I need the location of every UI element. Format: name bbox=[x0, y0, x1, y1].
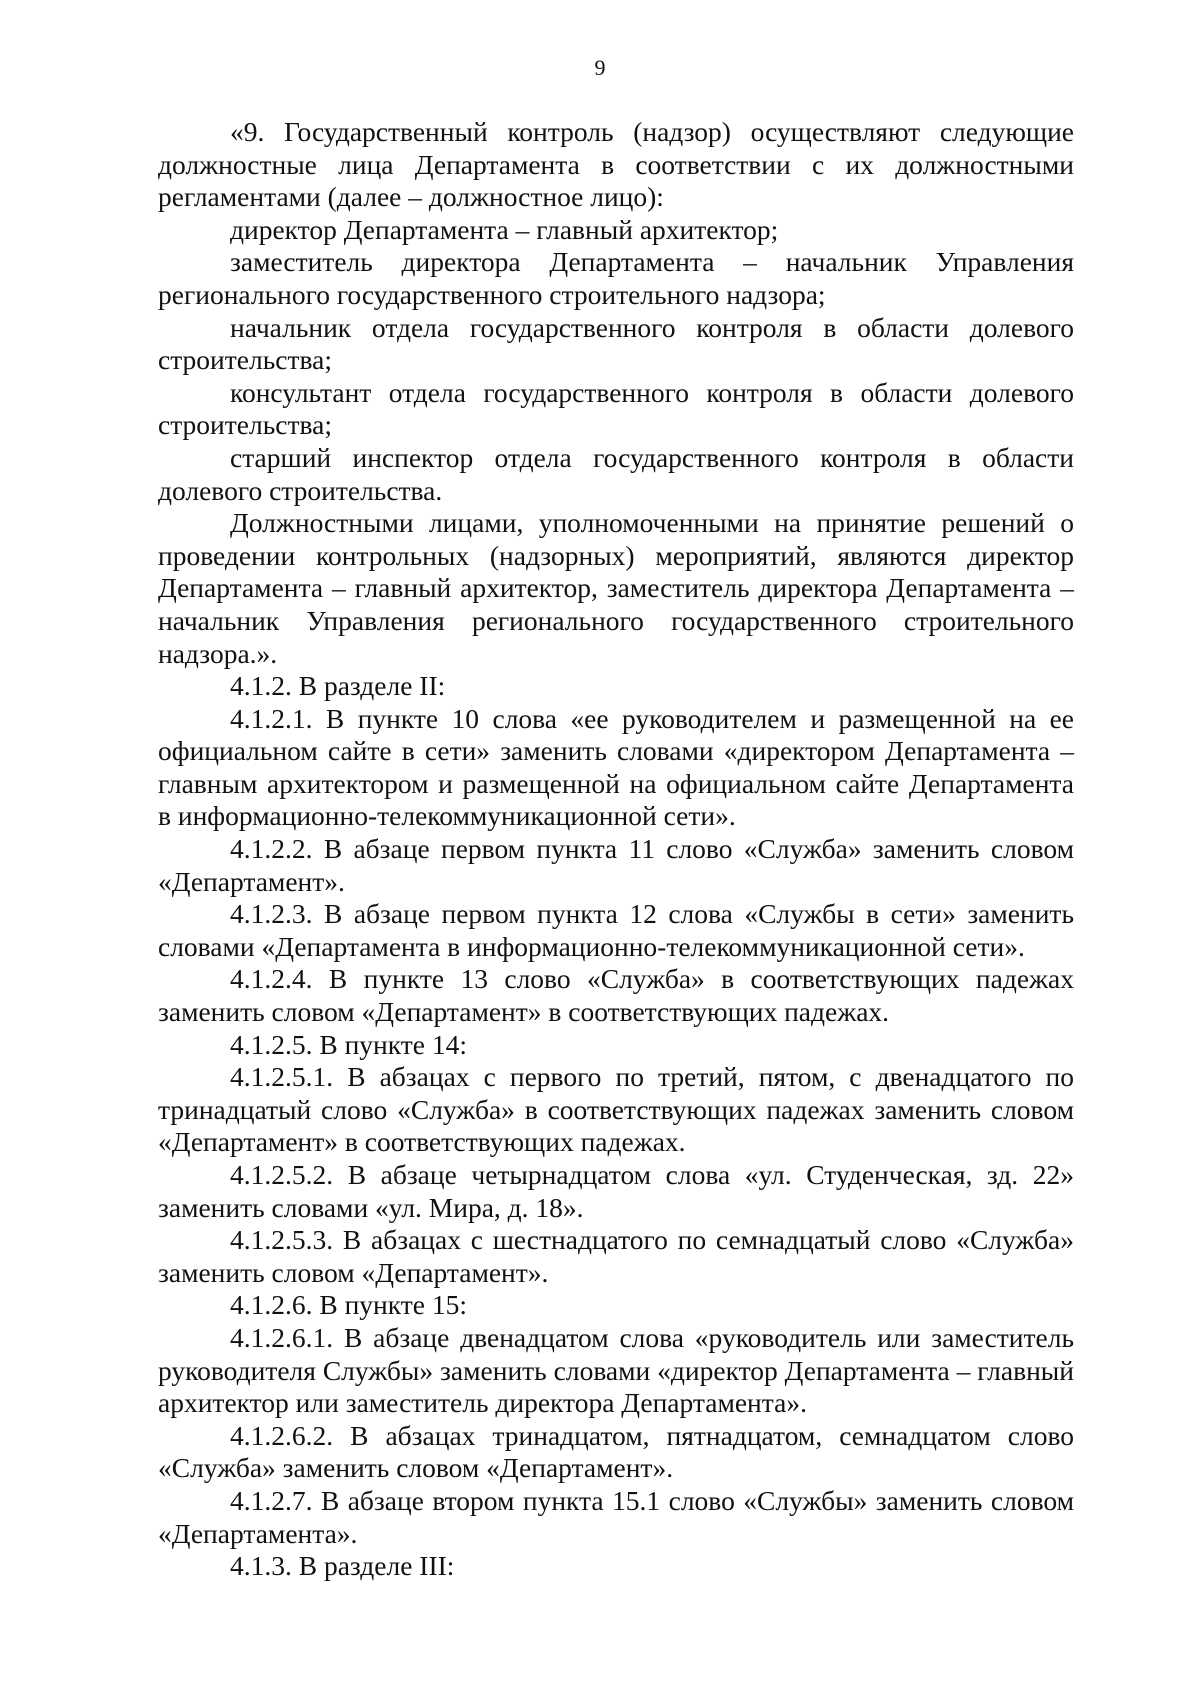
paragraph: 4.1.2.3. В абзаце первом пункта 12 слова «Службы в сети» заменить словами «Департамента в информационно-телекоммуникационной сети». bbox=[158, 898, 1074, 962]
section-heading: 4.1.2. В разделе II: bbox=[230, 670, 446, 702]
paragraph: 4.1.2.5.2. В абзаце четырнадцатом слова «ул. Студенческая, зд. 22» заменить словами «ул. Мира, д. 18». bbox=[158, 1159, 1074, 1223]
paragraph: Должностными лицами, уполномоченными на принятие решений о проведении контрольных (надзорных) мероприятий, являются директор Департамента – главный архитектор, заместитель директора Департамента – начальник Управления регионального государственного строительного надзора.». bbox=[158, 507, 1074, 669]
section-heading: 4.1.2.5. В пункте 14: bbox=[230, 1028, 468, 1060]
paragraph: консультант отдела государственного контроля в области долевого строительства; bbox=[158, 376, 1074, 441]
paragraph: начальник отдела государственного контроля в области долевого строительства; bbox=[158, 311, 1074, 376]
paragraph: директор Департамента – главный архитектор; bbox=[230, 213, 779, 245]
paragraph: 4.1.2.6.1. В абзаце двенадцатом слова «руководитель или заместитель руководителя Службы» заменить словами «директор Департамента – главный архитектор или заместитель директора Департамента». bbox=[158, 1321, 1074, 1419]
paragraph: заместитель директора Департамента – начальник Управления регионального государственного строительного надзора; bbox=[158, 246, 1074, 310]
paragraph: 4.1.2.5.3. В абзацах с шестнадцатого по семнадцатый слово «Служба» заменить словом «Департамент». bbox=[158, 1224, 1074, 1288]
paragraph: 4.1.2.6.2. В абзацах тринадцатом, пятнадцатом, семнадцатом слово «Служба» заменить словом «Департамент». bbox=[158, 1419, 1074, 1484]
page-number: 9 bbox=[594, 55, 606, 80]
paragraph: «9. Государственный контроль (надзор) осуществляют следующие должностные лица Департамента в соответствии с их должностными регламентами (далее – должностное лицо): bbox=[158, 116, 1074, 213]
paragraph: 4.1.2.4. В пункте 13 слово «Служба» в соответствующих падежах заменить словом «Департамент» в соответствующих падежах. bbox=[158, 963, 1074, 1028]
document-body bbox=[158, 116, 1074, 1583]
paragraph: старший инспектор отдела государственного контроля в области долевого строительства. bbox=[158, 441, 1074, 506]
section-heading: 4.1.2.6. В пункте 15: bbox=[230, 1289, 468, 1321]
paragraph: 4.1.2.7. В абзаце втором пункта 15.1 слово «Службы» заменить словом «Департамента». bbox=[158, 1484, 1074, 1549]
section-heading: 4.1.3. В разделе III: bbox=[230, 1550, 455, 1582]
paragraph: 4.1.2.2. В абзаце первом пункта 11 слово «Служба» заменить словом «Департамент». bbox=[158, 833, 1074, 897]
paragraph: 4.1.2.1. В пункте 10 слова «ее руководителем и размещенной на ее официальном сайте в сети» заменить словами «директором Департамента – главным архитектором и размещенной на официальном сайте Департамента в информационно-телекоммуникационной сети». bbox=[158, 702, 1074, 832]
paragraph: 4.1.2.5.1. В абзацах с первого по третий, пятом, с двенадцатого по тринадцатый слово «Служба» в соответствующих падежах заменить словом «Департамент» в соответствующих падежах. bbox=[158, 1061, 1074, 1158]
